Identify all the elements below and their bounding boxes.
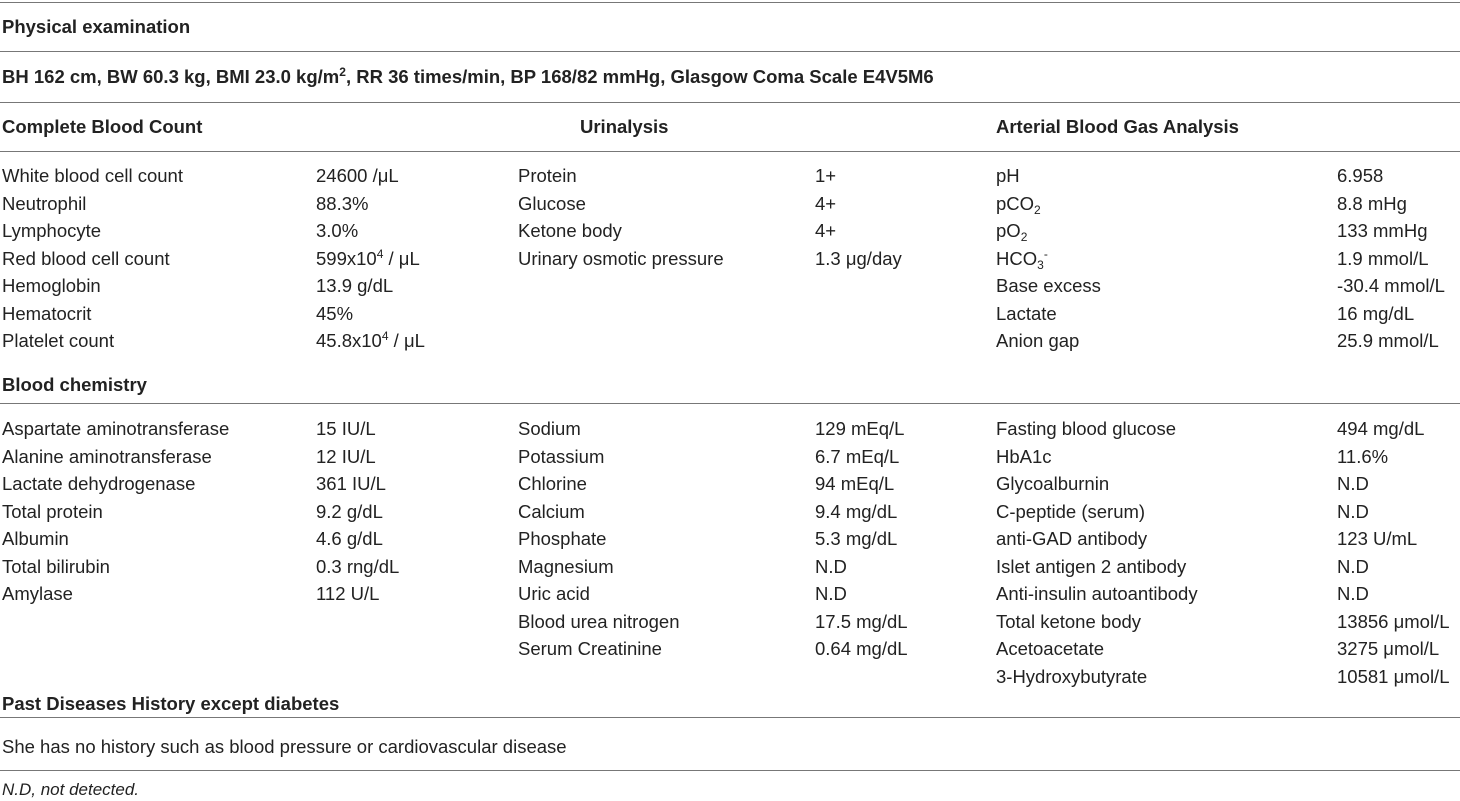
table-row <box>0 473 1460 501</box>
row-value-middle: 5.3 mg/dL <box>815 528 898 549</box>
row-label-right: pCO$_2$ <box>996 192 1041 217</box>
row-label-middle: Chlorine <box>518 473 587 494</box>
footnote: N.D, not detected. <box>2 780 140 799</box>
row-label-middle: Serum Creatinine <box>518 638 662 659</box>
row-value-right: N.D <box>1337 583 1369 604</box>
row-label-right: Base excess <box>996 275 1101 296</box>
row-label-right: anti-GAD antibody <box>996 528 1148 549</box>
row-value-middle: N.D <box>815 555 847 577</box>
row-label-right: Islet antigen 2 antibody <box>996 555 1187 577</box>
row-label-right: $pO_2$ <box>996 220 1028 244</box>
row-value-right: N.D <box>1337 473 1369 494</box>
table-row <box>0 193 1460 221</box>
row-value-left-superscript: 4 <box>381 329 389 343</box>
row-label-left: Lactate dehydrogenase <box>2 473 196 494</box>
row-value-right: N.D <box>1337 500 1369 522</box>
past-history-header: Past Diseases History except diabetes <box>2 693 340 714</box>
row-label-left: Hematocrit <box>2 302 92 324</box>
row-value-left: 361 IU/L <box>316 473 386 494</box>
row-label-right: Fasting blood glucose <box>996 418 1176 439</box>
row-value-right: 10581 μmol/L <box>1337 665 1450 687</box>
row-value-right: -30.4 mmol/L <box>1337 275 1445 296</box>
table-row <box>0 611 1460 639</box>
row-label-middle: Uric acid <box>518 583 590 604</box>
row-value-left-superscript: 4 <box>376 246 384 261</box>
row-label-middle: Blood urea nitrogen <box>518 610 680 632</box>
row-value-middle: 4+ <box>815 220 837 241</box>
row-label-right: pH <box>996 165 1020 186</box>
row-value-left: 9.2 g/dL <box>316 500 383 522</box>
table-row <box>0 556 1460 584</box>
row-value-left: 4.6 g/dL <box>316 528 383 549</box>
row-label-left: Total bilirubin <box>2 555 110 577</box>
row-label-right: 3-Hydroxybutyrate <box>996 665 1148 687</box>
bmi-superscript: 2 <box>339 65 346 79</box>
row-label-left: White blood cell count <box>2 165 183 186</box>
top-rule <box>0 2 1460 3</box>
row-value-middle: 129 mEq/L <box>815 418 905 439</box>
blood-chemistry-header: Blood chemistry <box>2 374 147 395</box>
table-row <box>0 275 1460 303</box>
table-row <box>0 303 1460 331</box>
past-history-text: She has no history such as blood pressure or cardiovascular disease <box>2 736 567 757</box>
table-row <box>0 446 1460 474</box>
row-label-left: Neutrophil <box>2 192 87 214</box>
row-value-right: 25.9 mmol/L <box>1337 330 1439 351</box>
row-label-right: Anion gap <box>996 330 1080 351</box>
rule-after-physical-values <box>0 102 1460 103</box>
urinalysis-header: Urinalysis <box>580 116 669 137</box>
cbc-header: Complete Blood Count <box>2 116 203 137</box>
row-label-middle: Sodium <box>518 418 581 439</box>
row-label-middle: Protein <box>518 165 577 186</box>
physical-examination-values <box>2 66 934 88</box>
rule-after-past-history-header <box>0 717 1460 718</box>
row-value-left: 13.9 g/dL <box>316 275 394 296</box>
row-label-right: HbA1c <box>996 445 1052 467</box>
row-value-left: 24600 /μL <box>316 165 399 186</box>
row-label-right-superscript: - <box>1043 246 1048 261</box>
row-value-middle: 6.7 mEq/L <box>815 445 900 467</box>
row-label-right-subscript: 2 <box>1034 202 1041 217</box>
row-label-right: Total ketone body <box>996 610 1142 632</box>
row-value-left: 12 IU/L <box>316 445 376 467</box>
row-value-middle: N.D <box>815 583 847 604</box>
row-value-right: 133 mmHg <box>1337 220 1428 241</box>
row-label-right: C-peptide (serum) <box>996 500 1146 522</box>
row-value-right: 13856 μmol/L <box>1337 610 1450 632</box>
row-label-middle: Magnesium <box>518 555 614 577</box>
row-label-right: Anti-insulin autoantibody <box>996 583 1198 604</box>
physical-rest-text: , RR 36 times/min, BP 168/82 mmHg, Glasgow Coma Scale E4V5M6 <box>345 66 934 87</box>
row-value-right: 16 mg/dL <box>1337 302 1415 324</box>
table-row <box>0 501 1460 529</box>
row-label-middle: Glucose <box>518 192 586 214</box>
row-value-left: 112 U/L <box>316 583 380 604</box>
row-value-right: 3275 μmol/L <box>1337 638 1440 659</box>
row-value-right: 11.6% <box>1337 445 1389 467</box>
row-value-middle: 1+ <box>815 165 837 186</box>
row-label-left: Lymphocyte <box>2 220 102 241</box>
physical-bh-text: BH 162 cm, BW 60.3 kg, BMI 23.0 kg/m <box>2 66 340 87</box>
row-value-middle: 9.4 mg/dL <box>815 500 898 522</box>
row-value-left: 45% <box>316 302 354 324</box>
table-row <box>0 330 1460 358</box>
table-row <box>0 666 1460 694</box>
table-row <box>0 528 1460 556</box>
row-label-left: Aspartate aminotransferase <box>2 418 230 439</box>
row-value-middle: 17.5 mg/dL <box>815 610 908 632</box>
table-row <box>0 220 1460 248</box>
row-label-left: Albumin <box>2 528 69 549</box>
row-value-middle: 0.64 mg/dL <box>815 638 908 659</box>
row-value-middle: 4+ <box>815 192 837 214</box>
table-row <box>0 583 1460 611</box>
row-label-right: Acetoacetate <box>996 638 1104 659</box>
row-label-right: Lactate <box>996 302 1057 324</box>
rule-after-blood-chemistry-header <box>0 403 1460 404</box>
row-value-left: 0.3 rng/dL <box>316 555 400 577</box>
table-row <box>0 165 1460 193</box>
row-label-middle: Urinary osmotic pressure <box>518 247 724 269</box>
row-label-middle: Phosphate <box>518 528 607 549</box>
table-row <box>0 418 1460 446</box>
table-row <box>0 248 1460 276</box>
row-label-right: $HCO_3^-$ <box>996 246 1048 272</box>
row-label-left: Hemoglobin <box>2 275 101 296</box>
row-label-right: Glycoalburnin <box>996 473 1110 494</box>
row-value-right: 8.8 mHg <box>1337 192 1407 214</box>
row-value-left: 15 IU/L <box>316 418 376 439</box>
bottom-rule <box>0 770 1460 771</box>
row-label-left: Platelet count <box>2 330 115 351</box>
row-value-right: 494 mg/dL <box>1337 418 1425 439</box>
row-label-middle: Potassium <box>518 445 605 467</box>
row-value-left: 3.0% <box>316 220 359 241</box>
row-label-middle: Ketone body <box>518 220 622 241</box>
row-value-left: 88.3% <box>316 192 369 214</box>
row-value-right: 123 U/mL <box>1337 528 1418 549</box>
row-value-right: 1.9 mmol/L <box>1337 247 1429 269</box>
row-label-left: Total protein <box>2 500 103 522</box>
row-value-right: N.D <box>1337 555 1369 577</box>
row-value-middle: 94 mEq/L <box>815 473 895 494</box>
row-label-right-subscript: 2 <box>1020 230 1028 244</box>
physical-examination-header: Physical examination <box>2 16 191 37</box>
row-label-left: Alanine aminotransferase <box>2 445 212 467</box>
abg-header: Arterial Blood Gas Analysis <box>996 116 1239 137</box>
row-label-middle: Calcium <box>518 500 585 522</box>
row-label-right-subscript: 3 <box>1037 257 1044 272</box>
row-value-middle: 1.3 μg/day <box>815 247 902 269</box>
row-value-left: $45.8x10^4$ / μL <box>316 329 425 351</box>
row-label-left: Red blood cell count <box>2 247 170 269</box>
rule-after-section1-headers <box>0 151 1460 152</box>
row-value-right: 6.958 <box>1337 165 1384 186</box>
table-row <box>0 638 1460 666</box>
rule-after-physical-header <box>0 51 1460 52</box>
row-value-left: $599x10^4$ / μL <box>316 246 420 269</box>
row-label-left: Amylase <box>2 583 73 604</box>
